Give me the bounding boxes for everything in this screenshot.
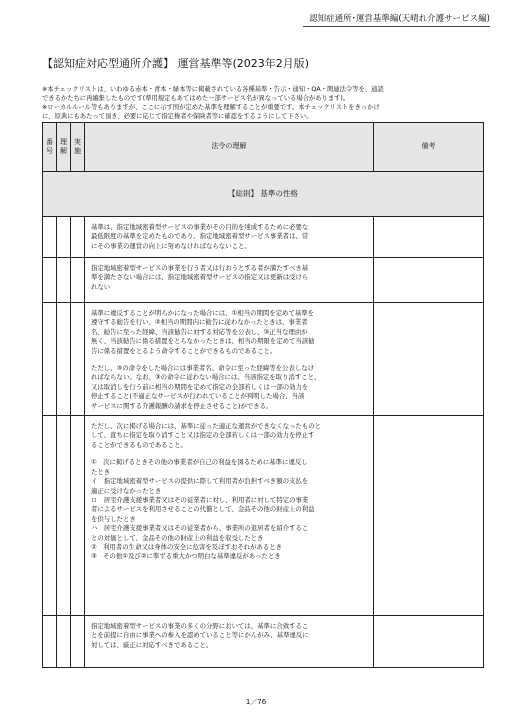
cell-law [85, 416, 374, 616]
cell-number[interactable] [43, 416, 57, 616]
law-line: 遵守する勧告を行い、②相当の期間内に勧告に従わなかったときは、事業者 [91, 318, 308, 327]
cell-law [85, 303, 374, 416]
table-row [43, 217, 484, 258]
document-title: 【認知症対応型通所介護】 運営基準等(2023年2月版) [42, 57, 310, 70]
table-row [43, 258, 484, 303]
cell-number[interactable] [43, 217, 57, 258]
cell-remarks[interactable] [374, 217, 484, 258]
law-line: ③ その他①及び②に準ずる重大かつ明白な基準違反があったとき [91, 552, 281, 561]
cell-remarks[interactable] [374, 258, 484, 303]
law-line: 者によるサービスを利用させることの代償として、金品その他の財産上の利益 [91, 505, 315, 514]
law-paragraph [91, 458, 367, 561]
cell-remarks[interactable] [374, 616, 484, 668]
cell-implementation[interactable] [71, 616, 85, 668]
table-header-row [43, 123, 484, 172]
cell-implementation[interactable] [71, 416, 85, 616]
law-paragraph [91, 264, 367, 292]
law-line: ① 次に掲げるときその他の事業者が自己の利益を図るために基準に違反し [91, 458, 308, 467]
checklist-table [42, 122, 484, 668]
law-paragraph [91, 364, 367, 411]
note-line: に、原典にもあたって頂き、必要に応じて指定権者や保険者等に確認をするようにして下さい。 [42, 113, 313, 120]
law-line: を供与したとき [91, 514, 136, 523]
law-line: 名、勧告に至った経緯、当該勧告に対する対応等を公表し、③正当な理由が [91, 327, 308, 336]
law-line: 又は取消しを行う前に相当の期間を定めて指定の全部若しくは一部の効力を [91, 382, 309, 391]
section-title: 【総則】 基準の性格 [43, 172, 484, 217]
law-line: イ 指定地域密着型サービスの提供に際して利用者が負担すべき額の支払を [91, 477, 309, 486]
law-line: ② 利用者の生命又は身体の安全に危害を及ぼすおそれがあるとき [91, 542, 283, 551]
law-line: 対しては、厳正に対応すべきであること。 [91, 640, 213, 649]
header-understanding: 理解 [57, 123, 71, 172]
note-line: ※本チェックリストは、いわゆる赤本・青本・緑本等に掲載されている各種基準・告示・通知・QA・関連法令等を、通読 [42, 86, 384, 93]
law-line: たとき [91, 467, 111, 476]
cell-law [85, 258, 374, 303]
page-number: 1／76 [245, 698, 267, 706]
cell-number[interactable] [43, 258, 57, 303]
notes-block [42, 85, 480, 121]
law-line: 準を満たさない場合には、指定地域密着型サービスの指定又は更新は受けら [91, 273, 309, 282]
header-implementation: 実施 [71, 123, 85, 172]
law-line: して、直ちに指定を取り消すこと又は指定の全部若しくは一部の効力を停止す [91, 431, 315, 440]
law-line: ただし、③の命令をした場合には事業者名、命令に至った経緯等を公表しなけ [91, 364, 315, 373]
cell-understanding[interactable] [57, 303, 71, 416]
law-line: にその事業の運営の向上に努めなければならないこと。 [91, 241, 251, 250]
running-header: 認知症通所･運営基準編(天晴れ介護サービス編) [309, 14, 490, 24]
note-line: ※ローカルルール等もありますが、ここに示す国が定めた基準を理解することが重要です。本チェックリストをきっかけ [42, 104, 380, 111]
law-line: 最低限度の基準を定めたものであり、指定地域密着型サービス事業者は、常 [91, 232, 309, 241]
law-line: 基準に違反することが明らかになった場合には、①相当の期間を定めて基準を [91, 309, 315, 317]
law-line: ればならない。なお、③の命令に従わない場合には、当該指定を取り消すこと、 [91, 373, 321, 382]
cell-law [85, 217, 374, 258]
cell-implementation[interactable] [71, 258, 85, 303]
law-line: ただし、次に掲げる場合には、基準に従った適正な運営ができなくなったものと [91, 422, 322, 431]
section-row [43, 172, 484, 217]
note-line: できるかたちに再編集したものです(準用規定もあてはめた一部サービス名が異なっている場合があります)。 [42, 95, 350, 102]
law-line: ロ 居宅介護支援事業者又はその従業者に対し、利用者に対して特定の事業 [91, 495, 309, 504]
law-paragraph [91, 223, 367, 251]
header-law: 法令の理解 [85, 123, 374, 172]
law-paragraph [91, 309, 367, 356]
cell-implementation[interactable] [71, 303, 85, 416]
law-line: 無く、当該勧告に係る措置をとらなかったときは、相当の期限を定めて当該勧 [91, 337, 315, 346]
cell-number[interactable] [43, 303, 57, 416]
cell-understanding[interactable] [57, 258, 71, 303]
law-line: とを前提に自由に事業への参入を認めていること等にかんがみ、基準違反に [91, 631, 309, 640]
law-line: 指定地域密着型サービスの事業を行う者又は行おうとする者が満たすべき基 [91, 264, 309, 272]
cell-law [85, 616, 374, 668]
header-number: 番号 [43, 123, 57, 172]
law-line: れない [91, 282, 111, 291]
law-line: 停止すること(不適正なサービスが行われていることが判明した場合、当該 [91, 392, 305, 401]
law-line: との対価として、金品その他の財産上の利益を収受したとき [91, 533, 264, 542]
table-row [43, 616, 484, 668]
table-row [43, 303, 484, 416]
law-paragraph [91, 622, 367, 650]
law-paragraph [91, 422, 367, 450]
header-remarks: 備考 [374, 123, 484, 172]
cell-number[interactable] [43, 616, 57, 668]
table-row [43, 416, 484, 616]
cell-understanding[interactable] [57, 616, 71, 668]
cell-understanding[interactable] [57, 217, 71, 258]
law-line: 適正に受けなかったとき [91, 486, 162, 495]
law-line: 告に係る措置をとるよう命令することができるものであること。 [91, 346, 277, 355]
cell-understanding[interactable] [57, 416, 71, 616]
cell-implementation[interactable] [71, 217, 85, 258]
law-line: サービスに関する介護報酬の請求を停止させること)ができる。 [91, 401, 273, 410]
law-line: 指定地域密着型サービスの事業の多くの分野においては、基準に合致するこ [91, 622, 309, 631]
law-line: ハ 居宅介護支援事業者又はその従業者から、事業所の退居者を紹介するこ [91, 524, 309, 533]
cell-remarks[interactable] [374, 416, 484, 616]
cell-remarks[interactable] [374, 303, 484, 416]
law-line: ることができるものであること。 [91, 440, 187, 449]
law-line: 基準は、指定地域密着型サービスの事業がその目的を達成するために必要な [91, 223, 309, 231]
